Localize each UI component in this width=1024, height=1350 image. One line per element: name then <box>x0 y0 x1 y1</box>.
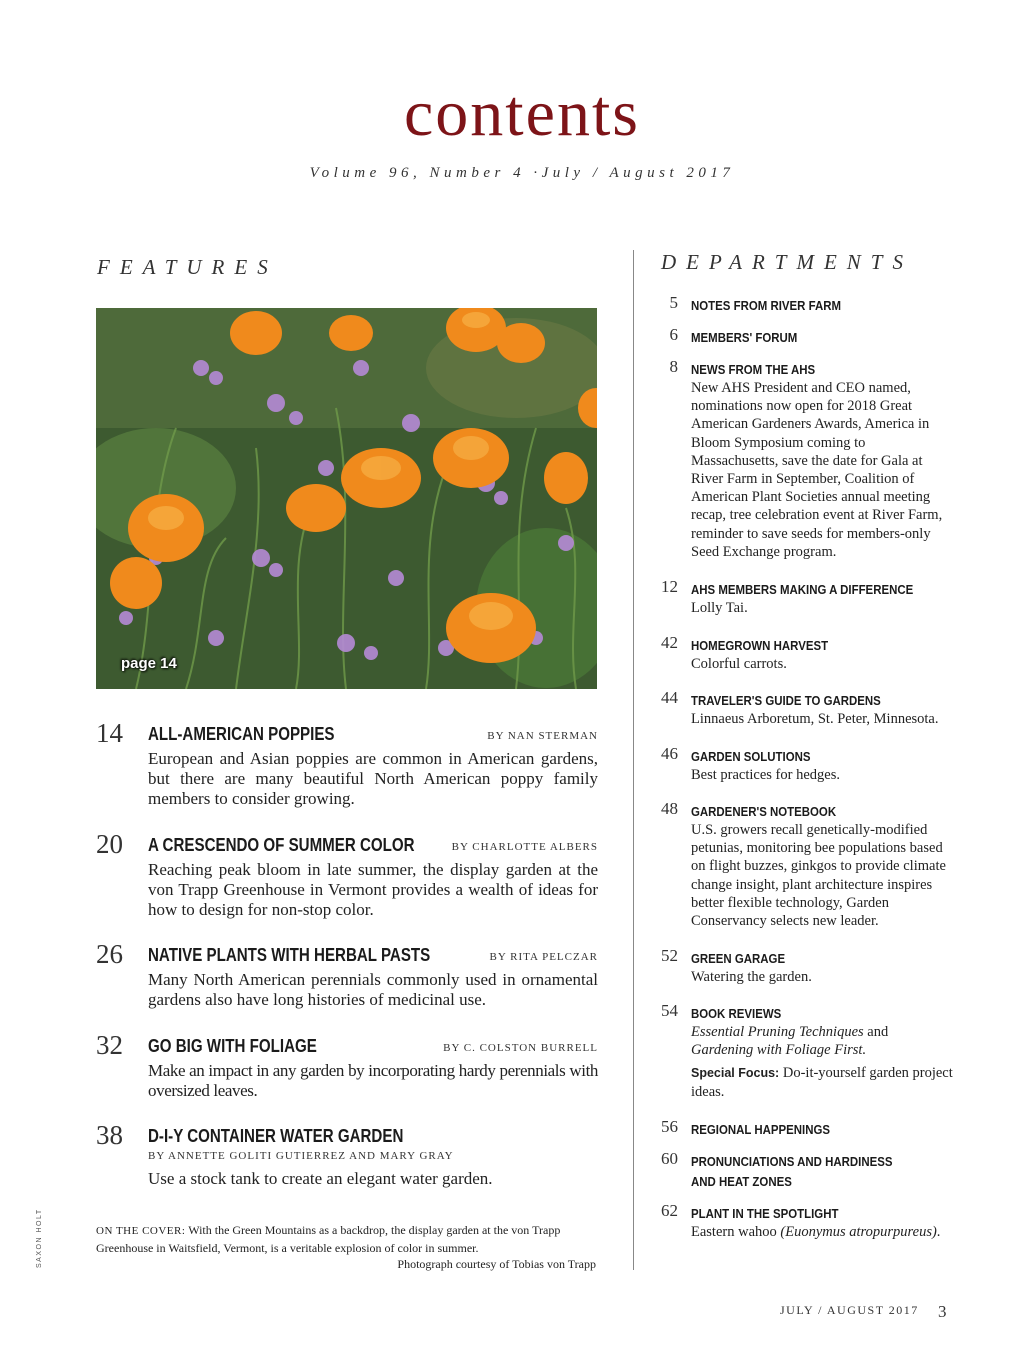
department-page-number: 5 <box>669 293 678 312</box>
department-description: Watering the garden. <box>691 969 812 985</box>
feature-title: NATIVE PLANTS WITH HERBAL PASTS <box>148 945 431 965</box>
department-page-number: 46 <box>661 744 678 763</box>
feature-page-number: 26 <box>96 939 123 969</box>
department-page-number: 60 <box>661 1149 678 1168</box>
feature-title: GO BIG WITH FOLIAGE <box>148 1036 317 1056</box>
feature-description: European and Asian poppies are common in American gardens, but there are many beautiful North American poppy family members to consider growing. <box>148 749 598 808</box>
department-title: TRAVELER'S GUIDE TO GARDENS <box>691 693 881 708</box>
department-title: GARDEN SOLUTIONS <box>691 749 811 764</box>
department-title: HOMEGROWN HARVEST <box>691 638 829 653</box>
botanical-name: (Euonymus atropurpureus) <box>780 1224 937 1240</box>
book-title: Gardening with Foliage First. <box>691 1042 867 1059</box>
feature-title: D-I-Y CONTAINER WATER GARDEN <box>148 1126 404 1146</box>
department-page-number: 56 <box>661 1117 678 1136</box>
department-page-number: 54 <box>661 1001 678 1020</box>
department-page-number: 48 <box>661 799 678 818</box>
page-number: 3 <box>938 1302 947 1321</box>
feature-item[interactable] <box>96 1120 598 1194</box>
page-title: contents <box>404 77 640 150</box>
feature-description: Many North American perennials commonly used in ornamental gardens also have long histories of medicinal use. <box>148 970 598 1009</box>
department-description: U.S. growers recall genetically-modified petunias, monitoring bee populations based on flight buzzes, ginkgos to provide climate change insight, plant architecture inspires better flexible technology, Garden Conservancy selects new leader. <box>691 822 946 930</box>
department-title: PLANT IN THE SPOTLIGHT <box>691 1206 839 1221</box>
cover-caption <box>96 1222 598 1257</box>
departments-heading: DEPARTMENTS <box>661 250 913 274</box>
feature-page-number: 32 <box>96 1030 123 1060</box>
department-page-number: 62 <box>661 1201 678 1220</box>
department-description: Colorful carrots. <box>691 656 787 672</box>
department-description: Linnaeus Arboretum, St. Peter, Minnesota. <box>691 711 939 727</box>
footer-issue: JULY / AUGUST 2017 <box>780 1303 919 1317</box>
department-title: AHS MEMBERS MAKING A DIFFERENCE <box>691 582 914 597</box>
department-title: GREEN GARAGE <box>691 951 786 966</box>
feature-description: Reaching peak bloom in late summer, the display garden at the von Trapp Greenhouse in Vermont provides a wealth of ideas for how to design for non-stop color. <box>148 860 598 919</box>
department-title: NEWS FROM THE AHS <box>691 362 816 377</box>
feature-title: ALL-AMERICAN POPPIES <box>148 724 335 744</box>
department-page-number: 6 <box>669 325 678 344</box>
special-focus-label: Special Focus: <box>691 1066 780 1081</box>
department-page-number: 52 <box>661 946 678 965</box>
feature-page-number: 14 <box>96 718 123 748</box>
department-title: MEMBERS' FORUM <box>691 330 798 345</box>
column-divider <box>633 250 634 1270</box>
cover-caption-text: With the Green Mountains as a backdrop, the display garden at the von Trapp Greenhouse in Waitsfield, Vermont, is a veritable explosion of color in summer. <box>96 1223 561 1255</box>
feature-item[interactable] <box>96 829 598 923</box>
department-description: Best practices for hedges. <box>691 767 840 783</box>
department-description: Essential Pruning Techniques and Gardening with Foliage First. Special Focus: Do-it-yourself garden project ideas. <box>691 1024 953 1100</box>
department-description: Eastern wahoo (Euonymus atropurpureus). <box>691 1224 941 1240</box>
department-title: NOTES FROM RIVER FARM <box>691 298 841 313</box>
cover-photo[interactable] <box>96 308 597 689</box>
features-heading: FEATURES <box>97 255 278 279</box>
feature-description: Use a stock tank to create an elegant water garden. <box>148 1169 493 1188</box>
feature-page-number: 38 <box>96 1120 123 1150</box>
book-title: Essential Pruning Techniques <box>691 1024 864 1040</box>
feature-description: Make an impact in any garden by incorporating hardy perennials with oversized leaves. <box>148 1061 598 1100</box>
photo-page-label: page 14 <box>121 655 177 672</box>
department-title: BOOK REVIEWS <box>691 1006 782 1021</box>
feature-byline: BY NAN STERMAN <box>487 730 598 742</box>
department-title: PRONUNCIATIONS AND HARDINESS AND HEAT ZONES <box>691 1154 893 1189</box>
department-page-number: 44 <box>661 688 678 707</box>
department-page-number: 8 <box>669 357 678 376</box>
issue-line: Volume 96, Number 4 ·July / August 2017 <box>309 165 735 181</box>
department-page-number: 12 <box>661 577 678 596</box>
feature-item[interactable] <box>96 1030 598 1104</box>
cover-photo-credit: Photograph courtesy of Tobias von Trapp <box>397 1257 596 1271</box>
department-description: Lolly Tai. <box>691 600 748 616</box>
department-description: New AHS President and CEO named, nominations now open for 2018 Great American Gardeners Awards, America in Bloom Symposium coming to Massachusetts, save the date for Gala at River Farm in September, Coalition of American Plant Societies annual meeting recap, tree celebration event at River Farm, reminder to save seeds for members-only Seed Exchange program. <box>691 380 943 560</box>
feature-item[interactable] <box>96 718 598 812</box>
feature-item[interactable] <box>96 939 598 1013</box>
feature-byline: BY RITA PELCZAR <box>489 951 598 963</box>
feature-page-number: 20 <box>96 829 123 859</box>
department-page-number: 42 <box>661 633 678 652</box>
feature-byline: BY CHARLOTTE ALBERS <box>451 841 598 853</box>
feature-title: A CRESCENDO OF SUMMER COLOR <box>148 835 415 855</box>
department-title: GARDENER'S NOTEBOOK <box>691 804 837 819</box>
feature-byline: BY ANNETTE GOLITI GUTIERREZ AND MARY GRAY <box>148 1150 454 1162</box>
feature-byline: BY C. COLSTON BURRELL <box>443 1042 598 1054</box>
department-title: REGIONAL HAPPENINGS <box>691 1122 830 1137</box>
cover-caption-label: ON THE COVER: <box>96 1225 186 1237</box>
special-focus-text: Do-it-yourself garden project ideas. <box>691 1065 953 1100</box>
photographer-credit: SAXON HOLT <box>36 1208 43 1268</box>
